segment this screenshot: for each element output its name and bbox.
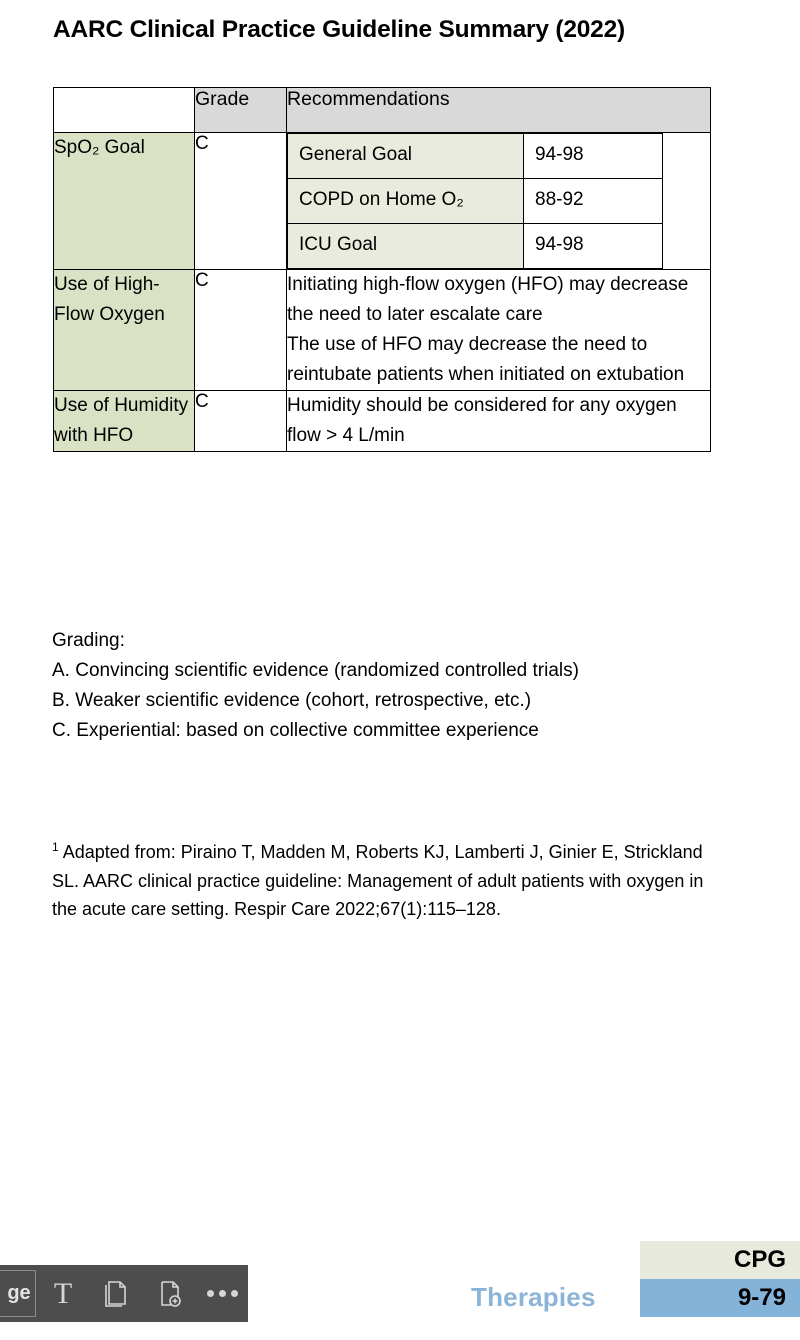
row-recommendations-high-flow-oxygen — [287, 270, 711, 391]
page-icon[interactable] — [90, 1265, 144, 1322]
guideline-summary-table — [53, 87, 711, 452]
table-row — [288, 179, 663, 224]
spo2-general-goal-label: General Goal — [288, 134, 524, 179]
badge-page-number: 9-79 — [640, 1279, 800, 1317]
spo2-general-goal-value: 94-98 — [524, 134, 663, 179]
bottom-white-strip — [0, 1322, 800, 1340]
table-row — [54, 270, 711, 391]
image-tool-button[interactable]: ge — [0, 1270, 36, 1317]
spo2-copd-home-o2-label: COPD on Home O₂ — [288, 179, 524, 224]
row-grade-spo2: C — [195, 133, 287, 270]
grading-item-a: A. Convincing scientific evidence (randomized controlled trials) — [52, 660, 579, 681]
spo2-goal-table — [287, 133, 663, 269]
spo2-icu-goal-value: 94-98 — [524, 224, 663, 269]
row-label-humidity-with-hfo: Use of Humidity with HFO — [54, 391, 195, 452]
spo2-copd-home-o2-value: 88-92 — [524, 179, 663, 224]
header-recommendations: Recommendations — [287, 88, 711, 133]
spo2-icu-goal-label: ICU Goal — [288, 224, 524, 269]
row-label-spo2: SpO₂ Goal — [54, 133, 195, 270]
row-grade-high-flow-oxygen: C — [195, 270, 287, 391]
header-grade: Grade — [195, 88, 287, 133]
grading-item-b: B. Weaker scientific evidence (cohort, retrospective, etc.) — [52, 690, 532, 711]
recommendation-text: Humidity should be considered for any oxygen flow > 4 L/min — [287, 395, 677, 446]
row-recommendations-humidity-with-hfo — [287, 391, 711, 452]
table-row — [54, 391, 711, 452]
citation-text: Adapted from: Piraino T, Madden M, Roberts KJ, Lamberti J, Ginier E, Strickland SL. AARC clinical practice guideline: Management of adult patients with oxygen in the acute care setting. Respir Care 2022;67(1):115–128. — [52, 842, 704, 919]
grading-heading: Grading: — [52, 630, 125, 651]
citation-footnote — [52, 833, 712, 924]
bottom-toolbar — [0, 1265, 248, 1322]
table-header-row — [54, 88, 711, 133]
table-row — [288, 224, 663, 269]
footer-page-badge — [640, 1241, 800, 1317]
row-grade-humidity-with-hfo: C — [195, 391, 287, 452]
recommendation-text: The use of HFO may decrease the need to reintubate patients when initiated on extubation — [287, 334, 685, 385]
footnote-marker: 1 — [52, 840, 59, 854]
footer-section-label: Therapies — [471, 1282, 596, 1312]
row-recommendations-spo2 — [287, 133, 711, 270]
row-label-high-flow-oxygen: Use of High-Flow Oxygen — [54, 270, 195, 391]
table-row — [288, 134, 663, 179]
grading-item-c: C. Experiential: based on collective committee experience — [52, 720, 539, 741]
page-title: AARC Clinical Practice Guideline Summary (2022) — [53, 16, 625, 43]
table-row — [54, 133, 711, 270]
text-tool-icon[interactable]: T — [53, 1276, 73, 1310]
recommendation-text: Initiating high-flow oxygen (HFO) may decrease the need to later escalate care — [287, 274, 689, 325]
ellipsis-dots — [207, 1290, 238, 1297]
header-blank-cell — [54, 88, 195, 133]
add-page-icon[interactable] — [144, 1265, 198, 1322]
badge-chapter-code: CPG — [640, 1241, 800, 1279]
grading-legend — [52, 626, 752, 746]
more-options-icon[interactable] — [198, 1265, 246, 1322]
